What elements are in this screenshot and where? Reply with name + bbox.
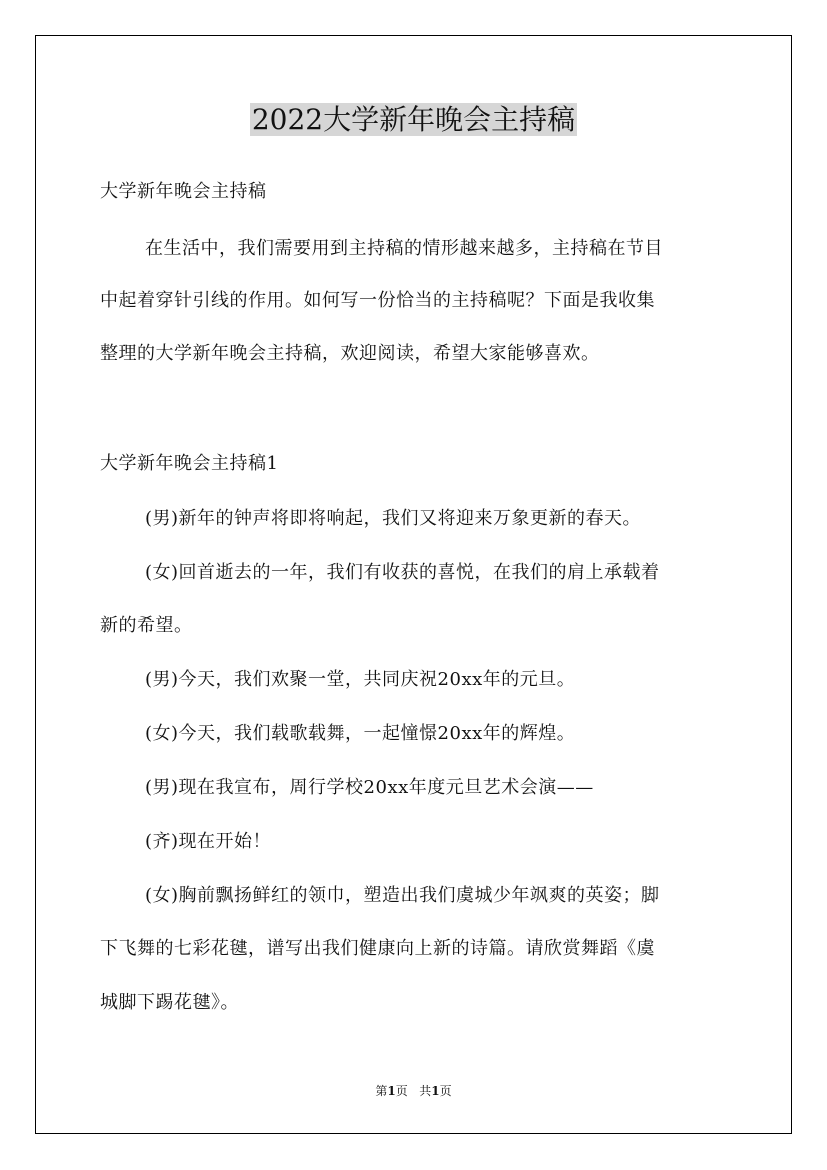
- script-line: 城脚下踢花毽》。: [100, 992, 239, 1013]
- script-line: (女)今天，我们载歌载舞，一起憧憬20xx年的辉煌。: [145, 723, 576, 744]
- footer-page-prefix: 第: [375, 1084, 388, 1098]
- footer-page-number: 1: [387, 1084, 396, 1098]
- script-line: (男)新年的钟声将即将响起，我们又将迎来万象更新的春天。: [145, 508, 642, 529]
- section-heading: 大学新年晚会主持稿1: [100, 453, 279, 474]
- script-line: 新的希望。: [100, 615, 193, 636]
- script-line: (男)今天，我们欢聚一堂，共同庆祝20xx年的元旦。: [145, 669, 576, 690]
- script-line: (男)现在我宣布，周行学校20xx年度元旦艺术会演——: [145, 777, 594, 798]
- footer-total-suffix: 页: [439, 1084, 452, 1098]
- intro-paragraph-line: 整理的大学新年晚会主持稿，欢迎阅读，希望大家能够喜欢。: [100, 343, 600, 364]
- script-line: (齐)现在开始！: [145, 831, 272, 852]
- document-title-text: 2022大学新年晚会主持稿: [251, 103, 576, 136]
- script-line: 下飞舞的七彩花毽，谱写出我们健康向上新的诗篇。请欣赏舞蹈《虞: [100, 938, 655, 959]
- footer-page-suffix: 页: [395, 1084, 408, 1098]
- page-footer: [0, 1083, 827, 1099]
- intro-paragraph-line: 中起着穿针引线的作用。如何写一份恰当的主持稿呢？下面是我收集: [100, 290, 655, 311]
- intro-paragraph-line: 在生活中，我们需要用到主持稿的情形越来越多，主持稿在节目: [145, 238, 663, 259]
- document-title: [0, 100, 827, 140]
- script-line: (女)胸前飘扬鲜红的领巾，塑造出我们虞城少年飒爽的英姿；脚: [145, 885, 660, 906]
- footer-total-pages: 1: [431, 1084, 440, 1098]
- document-subtitle: 大学新年晚会主持稿: [100, 181, 267, 202]
- footer-total-prefix: 共: [419, 1084, 432, 1098]
- script-line: (女)回首逝去的一年，我们有收获的喜悦，在我们的肩上承载着: [145, 562, 660, 583]
